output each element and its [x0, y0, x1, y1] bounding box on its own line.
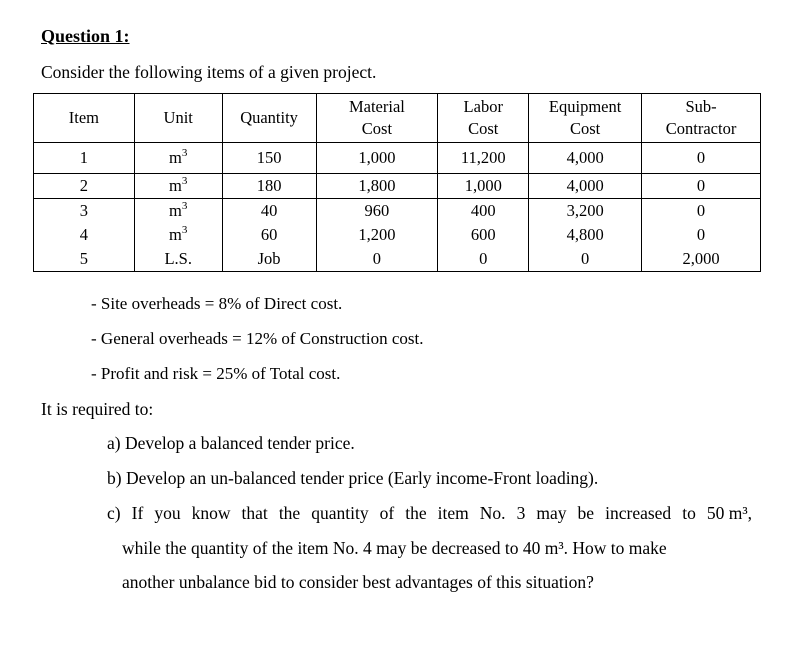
table-row — [34, 223, 761, 247]
header-item: Item — [34, 94, 135, 143]
task-c-word: may — [536, 503, 567, 523]
header-sub-line2: Contractor — [665, 119, 737, 138]
task-c-word: 3 — [516, 503, 526, 523]
task-c-word: 50 m³, — [706, 503, 752, 523]
task-c-line2: while the quantity of the item No. 4 may be decreased to 40 m³. How to make — [122, 538, 667, 558]
table-row — [34, 199, 761, 224]
cell-unit: $m^3$ — [134, 174, 222, 199]
cell-unit: L.S. — [134, 247, 222, 272]
task-b: b) Develop an un-balanced tender price (Early income-Front loading). — [107, 468, 599, 488]
cell-equipment: 4,800 — [529, 223, 642, 247]
header-material-line1: Material — [348, 97, 405, 116]
cell-sub: 2,000 — [642, 247, 761, 272]
header-quantity: Quantity — [222, 94, 316, 143]
task-c-word: No. — [479, 503, 506, 523]
cell-equipment: 0 — [529, 247, 642, 272]
task-c-word: you — [154, 503, 181, 523]
header-sub-line1: Sub- — [685, 97, 717, 116]
header-labor-cost — [438, 94, 529, 143]
cell-quantity: 40 — [222, 199, 316, 224]
task-c-word: be — [577, 503, 595, 523]
cell-labor: 600 — [438, 223, 529, 247]
task-c-word: of — [379, 503, 395, 523]
header-subcontractor — [642, 94, 761, 143]
header-material-line2: Cost — [361, 119, 393, 138]
table-header-row — [34, 94, 761, 143]
cell-equipment: 3,200 — [529, 199, 642, 224]
task-c-word: know — [191, 503, 231, 523]
cell-equipment: 4,000 — [529, 174, 642, 199]
cell-material: 1,800 — [316, 174, 438, 199]
cell-labor: 400 — [438, 199, 529, 224]
cell-labor: 1,000 — [438, 174, 529, 199]
cell-equipment: 4,000 — [529, 143, 642, 174]
cell-material: 1,000 — [316, 143, 438, 174]
task-c-word: to — [682, 503, 696, 523]
header-unit: Unit — [134, 94, 222, 143]
cell-unit: $m^3$ — [134, 199, 222, 224]
header-equipment-cost — [529, 94, 642, 143]
task-c-word: If — [131, 503, 144, 523]
task-c-line3: another unbalance bid to consider best advantages of this situation? — [122, 572, 594, 592]
task-c-word: c) — [107, 503, 121, 523]
note-site-overheads: - Site overheads = 8% of Direct cost. — [91, 294, 343, 313]
items-table — [33, 93, 761, 272]
note-profit-risk: - Profit and risk = 25% of Total cost. — [91, 364, 341, 383]
task-c-word: the — [405, 503, 427, 523]
header-material-cost — [316, 94, 438, 143]
cell-item: 1 — [34, 143, 135, 174]
cell-quantity: 150 — [222, 143, 316, 174]
task-c-line1 — [107, 503, 752, 524]
header-equipment-line2: Cost — [569, 119, 601, 138]
cell-quantity: 180 — [222, 174, 316, 199]
cell-item: 4 — [34, 223, 135, 247]
cell-unit: $m^3$ — [134, 223, 222, 247]
cell-material: 0 — [316, 247, 438, 272]
cell-unit: $m^3$ — [134, 143, 222, 174]
table-row — [34, 174, 761, 199]
question-title: Question 1: — [41, 26, 130, 46]
task-a: a) Develop a balanced tender price. — [107, 433, 355, 453]
cell-material: 960 — [316, 199, 438, 224]
table-row — [34, 247, 761, 272]
cell-sub: 0 — [642, 143, 761, 174]
header-labor-line1: Labor — [463, 97, 503, 116]
cell-material: 1,200 — [316, 223, 438, 247]
cell-item: 2 — [34, 174, 135, 199]
task-c-word: the — [278, 503, 301, 523]
cell-item: 3 — [34, 199, 135, 224]
cell-sub: 0 — [642, 223, 761, 247]
task-c-word: item — [437, 503, 469, 523]
cell-quantity: Job — [222, 247, 316, 272]
task-c-word: increased — [605, 503, 672, 523]
required-intro: It is required to: — [41, 399, 154, 419]
cell-quantity: 60 — [222, 223, 316, 247]
task-c-word: that — [241, 503, 268, 523]
table-row — [34, 143, 761, 174]
cell-labor: 11,200 — [438, 143, 529, 174]
task-c-word: quantity — [311, 503, 369, 523]
intro-text: Consider the following items of a given project. — [41, 62, 377, 82]
cell-labor: 0 — [438, 247, 529, 272]
header-labor-line2: Cost — [468, 119, 499, 138]
cell-item: 5 — [34, 247, 135, 272]
cell-sub: 0 — [642, 174, 761, 199]
cell-sub: 0 — [642, 199, 761, 224]
note-general-overheads: - General overheads = 12% of Construction cost. — [91, 329, 424, 348]
header-equipment-line1: Equipment — [548, 97, 622, 116]
